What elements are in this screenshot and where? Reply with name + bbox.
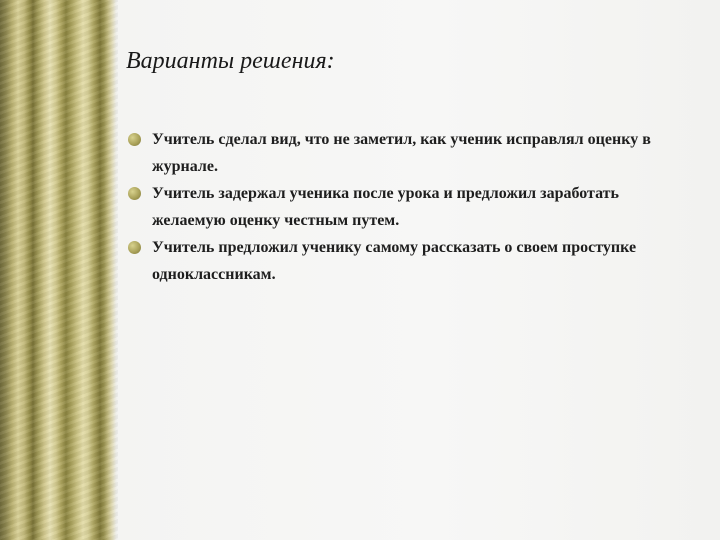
decorative-side-border — [0, 0, 118, 540]
bullet-text: Учитель задержал ученика после урока и предложил заработать желаемую оценку честным путем. — [152, 185, 619, 229]
bullet-icon — [128, 187, 141, 200]
slide-title: Варианты решения: — [126, 48, 335, 74]
bullet-icon — [128, 241, 141, 254]
bullet-text: Учитель предложил ученику самому рассказать о своем проступке одноклассникам. — [152, 239, 637, 283]
bullet-icon — [128, 133, 141, 146]
bullet-item — [126, 234, 686, 288]
bullet-item — [126, 180, 686, 234]
bullet-text: Учитель сделал вид, что не заметил, как ученик исправлял оценку в журнале. — [152, 131, 651, 175]
bullet-item — [126, 126, 686, 180]
bullet-list — [126, 126, 686, 288]
